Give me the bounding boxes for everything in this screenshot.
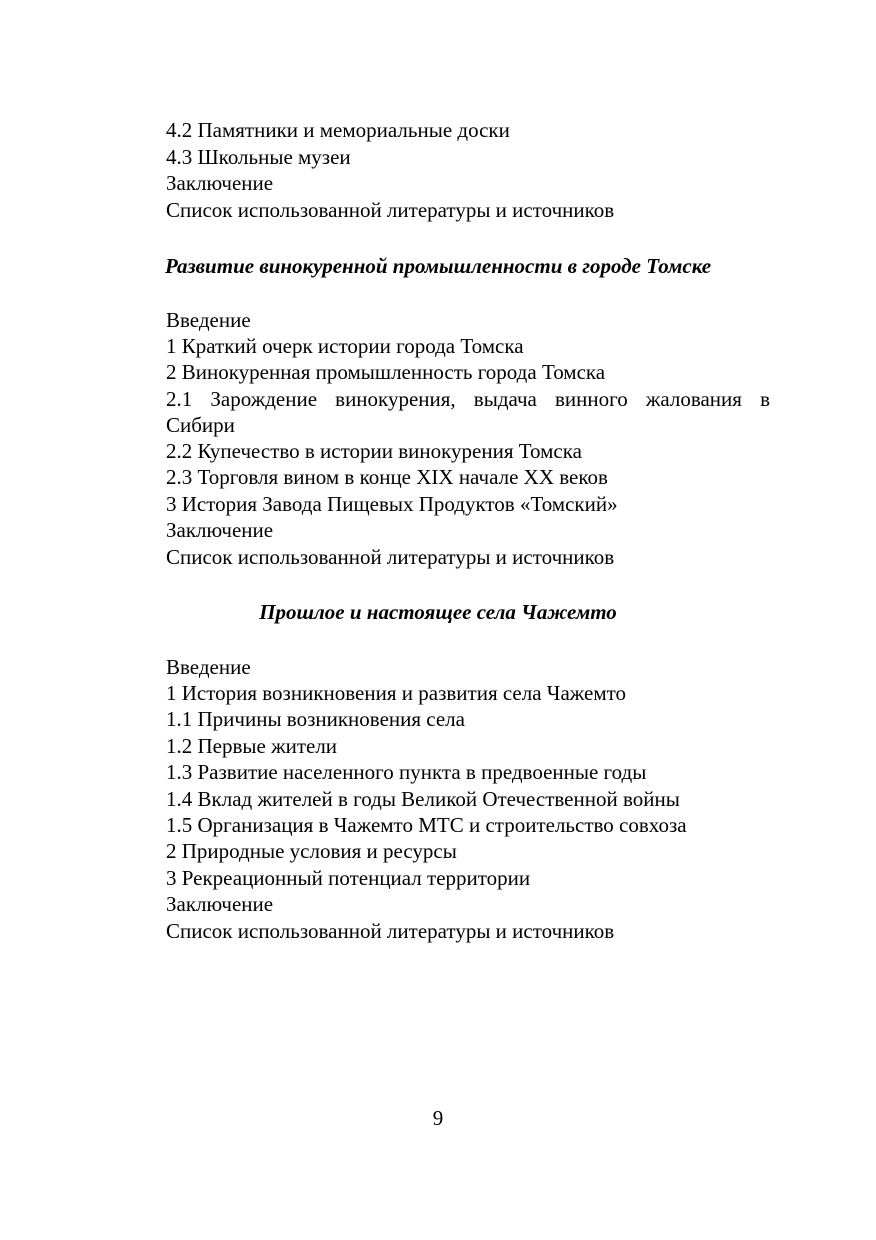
toc-item: 3 Рекреационный потенциал территории bbox=[166, 866, 531, 890]
section-title: Прошлое и настоящее села Чажемто bbox=[259, 600, 617, 624]
page-number: 9 bbox=[432, 1106, 444, 1130]
toc-item: Заключение bbox=[166, 518, 274, 542]
toc-item: 1.4 Вклад жителей в годы Великой Отечественной войны bbox=[166, 787, 680, 811]
toc-item: Список использованной литературы и источников bbox=[166, 545, 615, 569]
toc-item: Введение bbox=[166, 308, 251, 332]
toc-item: Список использованной литературы и источников bbox=[166, 919, 615, 943]
toc-item: 2.2 Купечество в истории винокурения Томска bbox=[166, 439, 582, 463]
toc-item: 2 Природные условия и ресурсы bbox=[166, 839, 457, 863]
toc-item: 4.2 Памятники и мемориальные доски bbox=[166, 118, 510, 142]
toc-item: 3 История Завода Пищевых Продуктов «Томский» bbox=[166, 492, 618, 516]
toc-item: 1.5 Организация в Чажемто МТС и строительство совхоза bbox=[166, 813, 687, 837]
toc-item: Введение bbox=[166, 655, 251, 679]
toc-item: 2 Винокуренная промышленность города Томска bbox=[166, 360, 606, 384]
toc-item: Заключение bbox=[166, 171, 274, 195]
section-title: Развитие винокуренной промышленности в городе Томске bbox=[164, 254, 712, 278]
toc-item: 1 Краткий очерк истории города Томска bbox=[166, 334, 524, 358]
toc-item: 1.2 Первые жители bbox=[166, 734, 338, 758]
toc-item: Список использованной литературы и источников bbox=[166, 198, 615, 222]
toc-item: 4.3 Школьные музеи bbox=[166, 145, 351, 169]
toc-item: 2.1 Зарождение винокурения, выдача винного жалования в bbox=[166, 387, 770, 411]
toc-item: 2.3 Торговля вином в конце XIX начале XX веков bbox=[166, 465, 608, 489]
toc-item: 1.1 Причины возникновения села bbox=[166, 707, 465, 731]
toc-item: 1 История возникновения и развития села Чажемто bbox=[166, 681, 627, 705]
toc-item: Сибири bbox=[166, 413, 235, 437]
toc-item: Заключение bbox=[166, 892, 274, 916]
toc-item: 1.3 Развитие населенного пункта в предвоенные годы bbox=[166, 760, 647, 784]
